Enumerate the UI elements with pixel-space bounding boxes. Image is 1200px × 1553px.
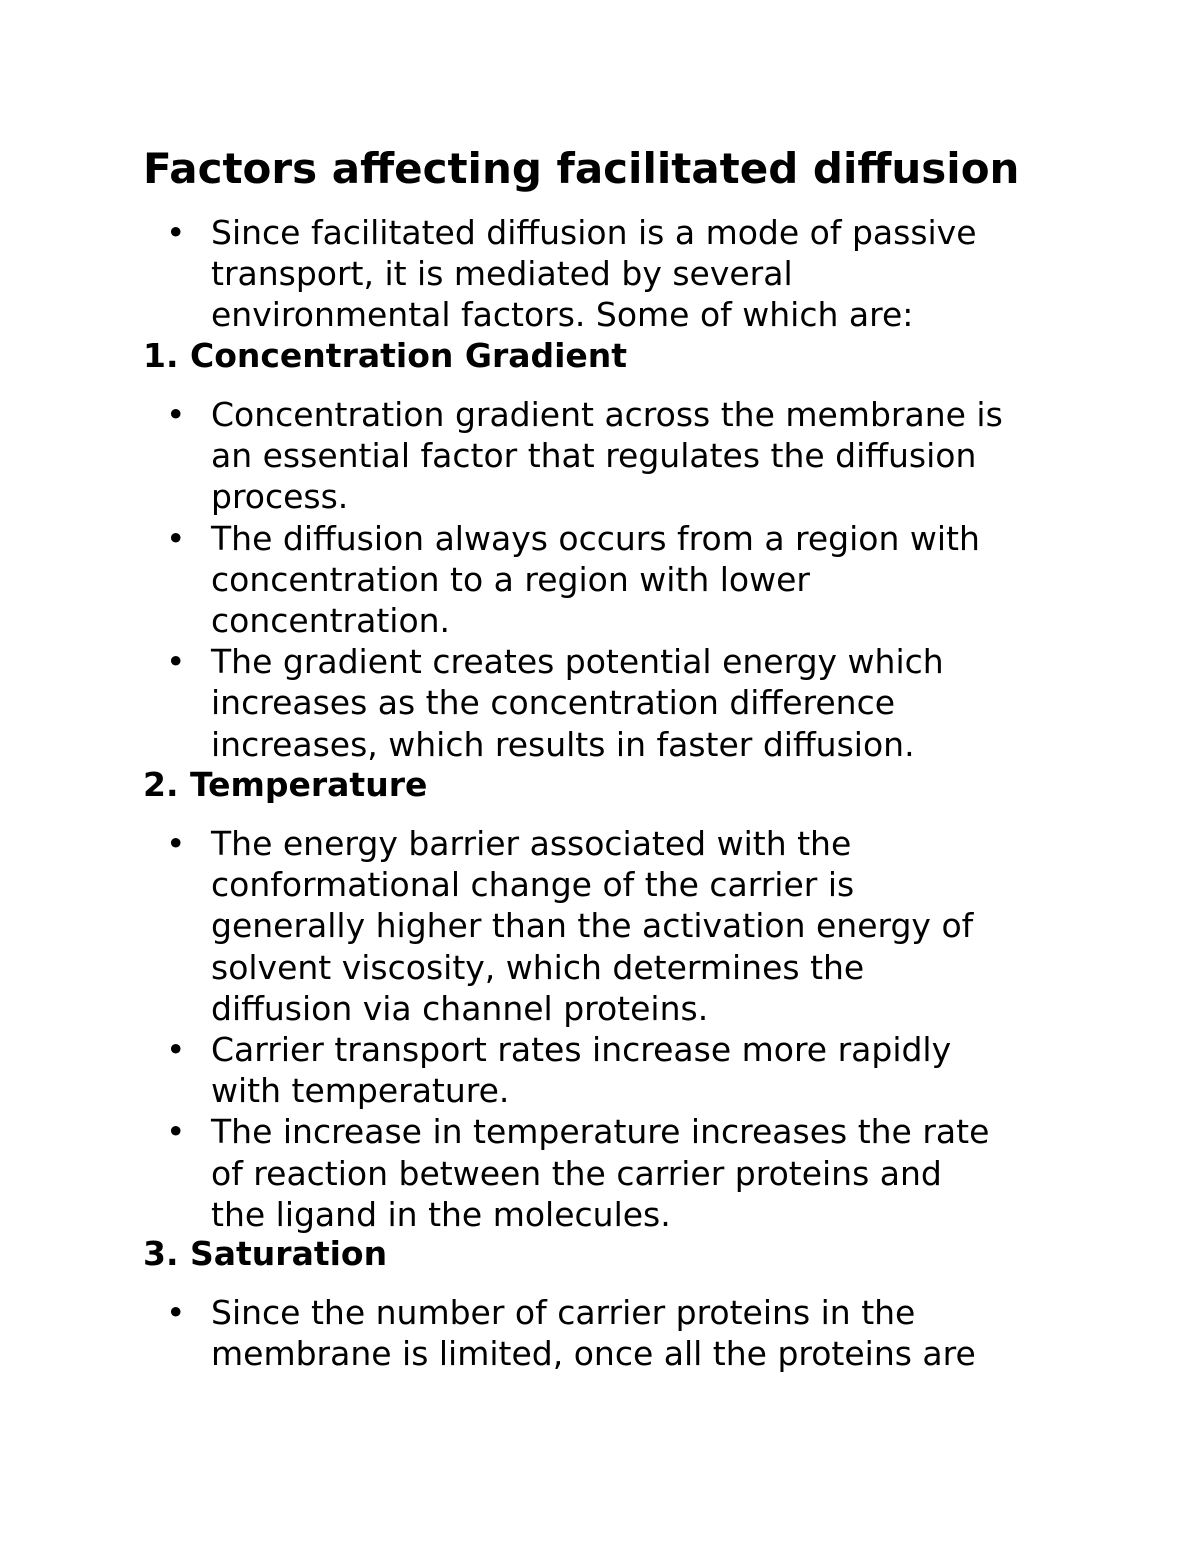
section-bullet-list xyxy=(0,823,1071,1235)
text-line: solvent viscosity, which determines the xyxy=(211,947,865,987)
text-line: an essential factor that regulates the diffusion xyxy=(211,436,977,476)
bullet-text xyxy=(211,1029,1071,1111)
text-line: membrane is limited, once all the proteins are xyxy=(211,1334,976,1374)
text-line: process. xyxy=(211,477,349,517)
section-bullet-list xyxy=(0,394,1071,765)
text-line: Since facilitated diffusion is a mode of passive xyxy=(211,213,977,252)
text-line: transport, it is mediated by several xyxy=(211,254,793,294)
list-item xyxy=(0,1029,1071,1111)
list-item xyxy=(0,394,1071,518)
bullet-icon: • xyxy=(166,518,186,558)
bullet-icon: • xyxy=(166,824,186,863)
list-item xyxy=(0,1292,1071,1374)
bullet-icon: • xyxy=(166,395,186,434)
text-line: generally higher than the activation energy of xyxy=(211,906,974,946)
list-item xyxy=(0,1111,1071,1235)
text-line: conformational change of the carrier is xyxy=(211,865,855,905)
document-title: Factors affecting facilitated diffusion xyxy=(143,144,1020,193)
text-line: increases, which results in faster diffusion. xyxy=(211,724,915,764)
bullet-icon: • xyxy=(166,1293,186,1332)
bullet-text xyxy=(211,1111,1071,1235)
bullet-text xyxy=(211,212,1071,336)
list-item xyxy=(0,212,1071,336)
list-item xyxy=(0,823,1071,1029)
text-line: concentration. xyxy=(211,601,451,641)
bullet-text xyxy=(211,823,1071,1029)
text-line: with temperature. xyxy=(211,1071,510,1111)
bullet-icon: • xyxy=(166,213,186,252)
section-bullet-list xyxy=(0,1292,1071,1374)
text-line: The gradient creates potential energy which xyxy=(211,642,944,682)
text-line: increases as the concentration difference xyxy=(211,683,896,723)
bullet-icon: • xyxy=(166,1112,186,1152)
text-line: Carrier transport rates increase more rapidly xyxy=(211,1030,952,1070)
section-heading: 3. Saturation xyxy=(143,1234,388,1273)
intro-list xyxy=(0,212,1071,336)
text-line: Since the number of carrier proteins in the xyxy=(211,1293,916,1332)
bullet-text xyxy=(211,641,1071,765)
bullet-text xyxy=(211,394,1071,518)
text-line: concentration to a region with lower xyxy=(211,559,810,599)
text-line: of reaction between the carrier proteins and xyxy=(211,1153,942,1193)
text-line: the ligand in the molecules. xyxy=(211,1194,671,1234)
text-line: The diffusion always occurs from a region with xyxy=(211,518,980,558)
section-heading: 2. Temperature xyxy=(143,765,428,804)
text-line: diffusion via channel proteins. xyxy=(211,988,709,1028)
text-line: Concentration gradient across the membrane is xyxy=(211,395,1003,434)
text-line: The energy barrier associated with the xyxy=(211,824,852,863)
section-heading: 1. Concentration Gradient xyxy=(143,336,628,375)
bullet-text xyxy=(211,518,1071,642)
list-item xyxy=(0,518,1071,642)
bullet-icon: • xyxy=(166,1030,186,1070)
text-line: The increase in temperature increases the rate xyxy=(211,1112,990,1152)
text-line: environmental factors. Some of which are: xyxy=(211,295,914,335)
bullet-text xyxy=(211,1292,1071,1374)
list-item xyxy=(0,641,1071,765)
bullet-icon: • xyxy=(166,642,186,682)
